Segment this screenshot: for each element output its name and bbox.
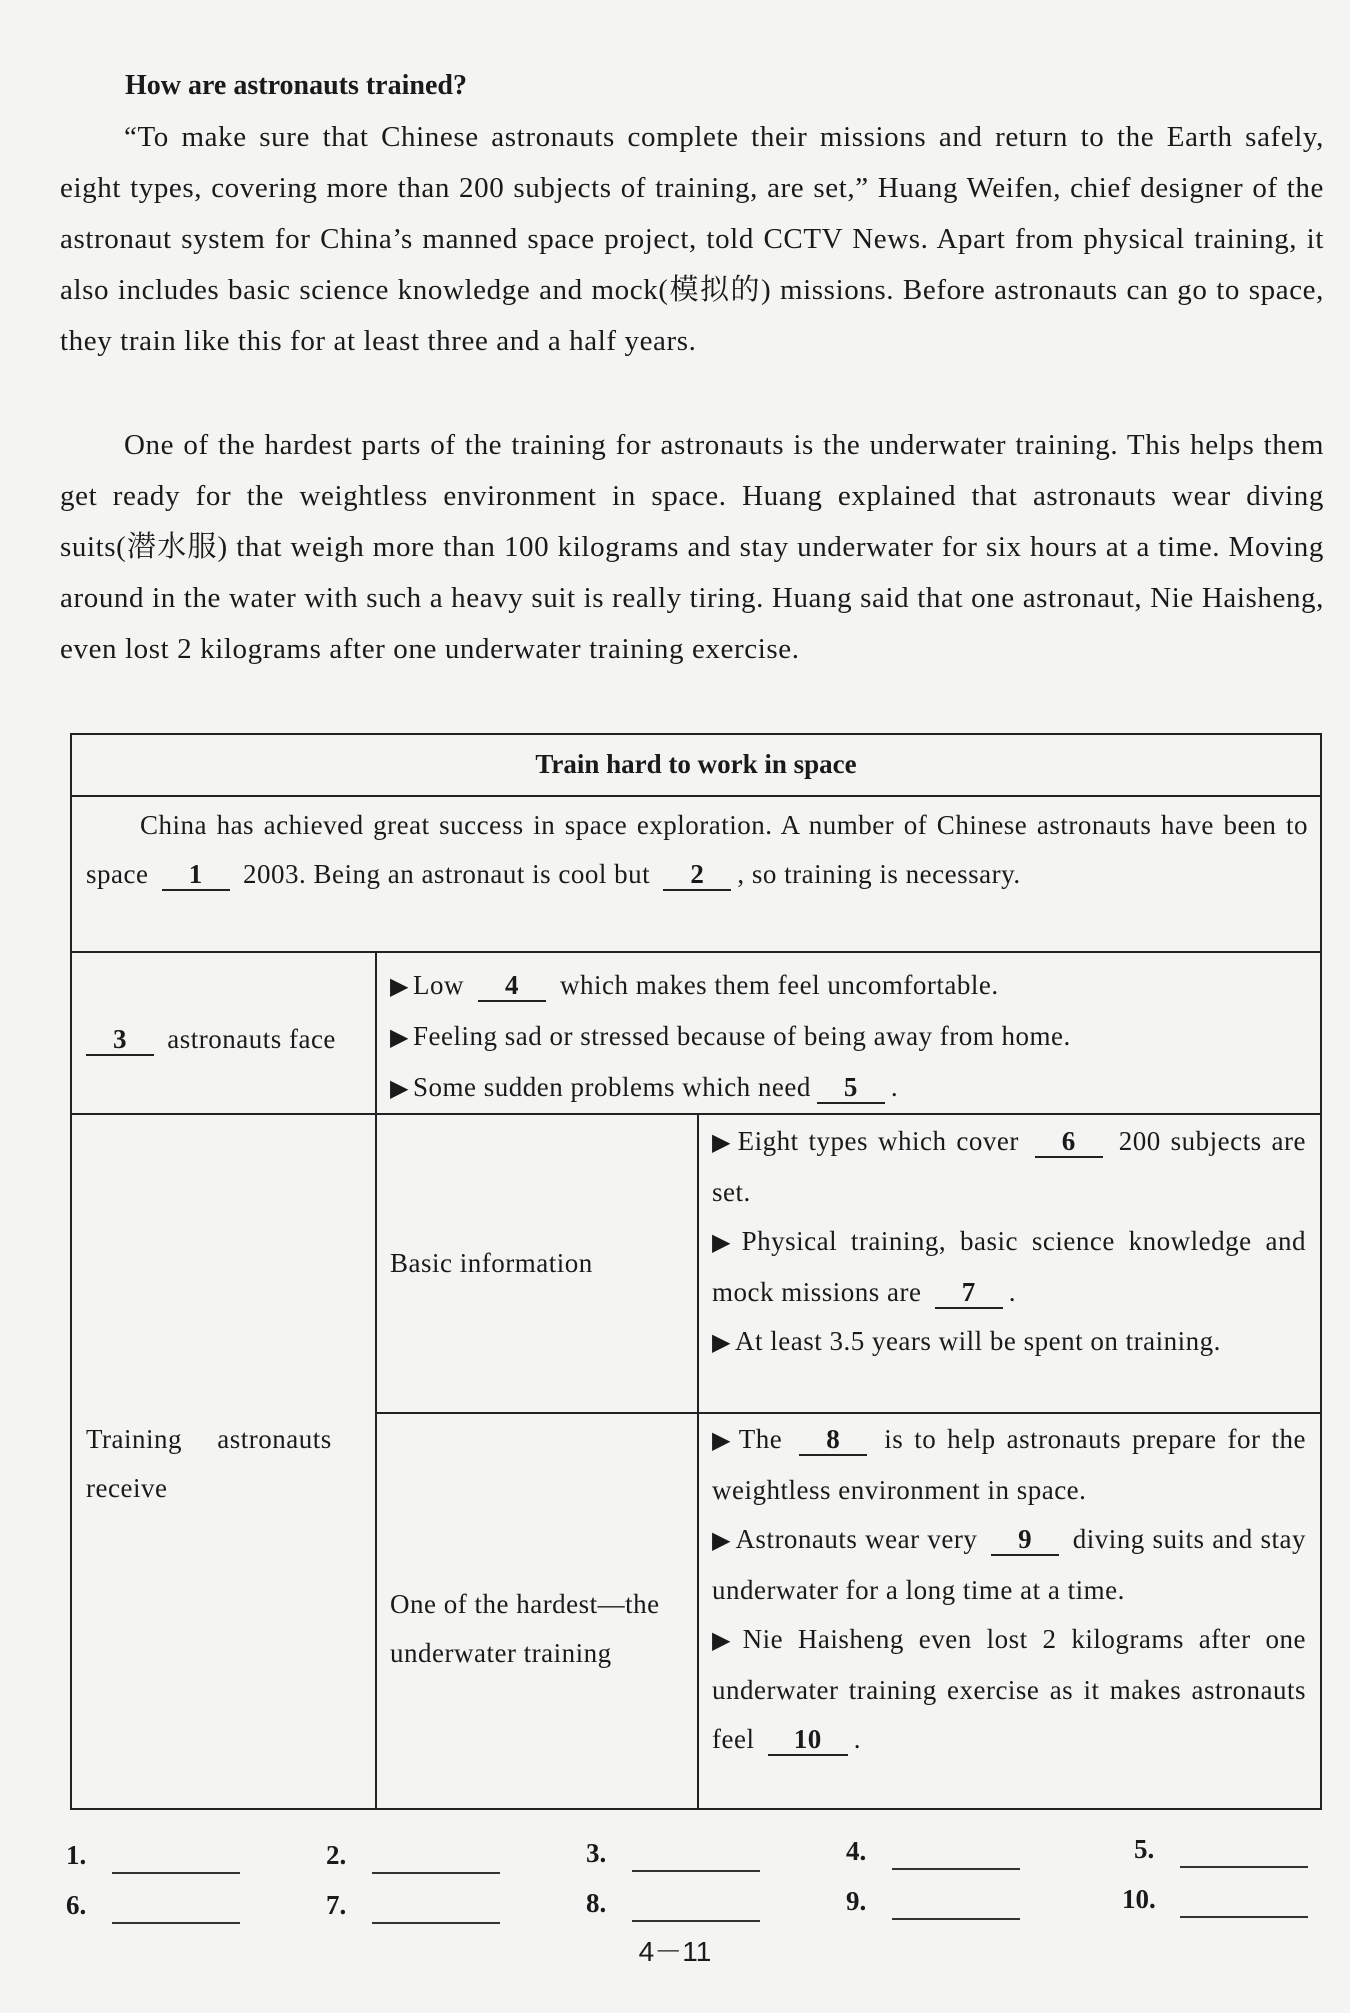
answer-label: 10. [1122,1884,1156,1914]
arrow-icon: ▶ [712,1130,734,1156]
answer-label: 4. [846,1836,867,1866]
answer-line-7[interactable] [372,1922,500,1924]
paragraph-1-text: “To make sure that Chinese astronauts complete their missions and return to the Earth safely, eight types, covering more than 200 subjects of training, are set,” Huang Weifen, chief designer of the astronaut system for China’s manned space project, told CCTV News. Apart from physical training, it also includes basic science knowledge and mock(模拟的) missions. Before astronauts can go to space, they train like this for at least three and a half years. [60,121,1324,357]
answer-line-4[interactable] [892,1868,1020,1870]
paragraph-2-text: One of the hardest parts of the training for astronauts is the underwater training. This helps them get ready for the weightless environment in space. Huang explained that astronauts wear diving suits(潜水服) that weigh more than 100 kilograms and stay underwater for six hours at a time. Moving around in the water with such a heavy suit is really tiring. Huang said that one astronaut, Nie Haisheng, even lost 2 kilograms after one underwater training exercise. [60,429,1324,665]
table-title: Train hard to work in space [535,749,857,779]
underwater-label: One of the hardest—the underwater training [390,1589,660,1668]
basic-info-item: ▶ Physical training, basic science knowledge and mock missions are 7 . [712,1226,1306,1307]
arrow-icon: ▶ [712,1628,739,1654]
basic-info-item: ▶ At least 3.5 years will be spent on training. [712,1326,1221,1356]
arrow-icon: ▶ [712,1230,738,1256]
underwater-item: ▶ The 8 is to help astronauts prepare for the weightless environment in space. [712,1424,1307,1505]
arrow-icon: ▶ [712,1330,731,1356]
summary-table [70,733,1322,1810]
basic-info-list [712,1117,1306,1368]
blank-6[interactable]: 6 [1035,1126,1103,1158]
arrow-icon: ▶ [712,1428,735,1454]
challenge-item: ▶ Some sudden problems which need 5 . [390,1072,899,1102]
answer-line-3[interactable] [632,1870,760,1872]
answer-label: 9. [846,1886,867,1916]
answer-line-2[interactable] [372,1872,500,1874]
paragraph-2 [60,420,1324,675]
answer-label: 1. [66,1840,87,1870]
basic-info-label: Basic information [390,1248,593,1278]
blank-4[interactable]: 4 [478,970,546,1002]
answer-line-1[interactable] [112,1872,240,1874]
answer-label: 2. [326,1840,347,1870]
challenges-label: 3 astronauts face [86,1015,366,1064]
answer-label: 5. [1134,1834,1155,1864]
answer-label: 6. [66,1890,87,1920]
basic-info-item: ▶ Eight types which cover 6 200 subjects are set. [712,1126,1307,1207]
arrow-icon: ▶ [390,1076,409,1102]
blank-3[interactable]: 3 [86,1024,154,1056]
answer-label: 8. [586,1888,607,1918]
blank-8[interactable]: 8 [799,1424,867,1456]
page-number: 4－11 [638,1936,712,1967]
challenge-item: ▶ Feeling sad or stressed because of being away from home. [390,1021,1071,1051]
table-intro: China has achieved great success in space exploration. A number of Chinese astronauts have been to space 1 2003. Being an astronaut is cool but 2 , so training is necessary. [86,810,1308,889]
answer-label: 7. [326,1890,347,1920]
arrow-icon: ▶ [712,1528,732,1554]
arrow-icon: ▶ [390,1025,409,1051]
blank-9[interactable]: 9 [991,1524,1059,1556]
arrow-icon: ▶ [390,974,409,1000]
underwater-item: ▶ Astronauts wear very 9 diving suits and stay underwater for a long time at a time. [712,1524,1306,1605]
blank-1[interactable]: 1 [162,859,230,891]
blank-7[interactable]: 7 [935,1277,1003,1309]
paragraph-1 [60,112,1324,367]
answer-line-5[interactable] [1180,1866,1308,1868]
answer-label: 3. [586,1838,607,1868]
section-heading: How are astronauts trained? [125,70,467,101]
answer-line-8[interactable] [632,1920,760,1922]
answer-line-6[interactable] [112,1922,240,1924]
blank-2[interactable]: 2 [663,859,731,891]
challenges-list [390,961,1308,1114]
training-label: Training astronauts receive [86,1424,332,1503]
underwater-list [712,1415,1306,1764]
underwater-item: ▶ Nie Haisheng even lost 2 kilograms after one underwater training exercise as it makes astronauts feel 10 . [712,1624,1306,1754]
blank-5[interactable]: 5 [817,1072,885,1104]
answer-line-10[interactable] [1180,1916,1308,1918]
answer-line-9[interactable] [892,1918,1020,1920]
blank-10[interactable]: 10 [768,1724,848,1756]
challenge-item: ▶ Low 4 which makes them feel uncomfortable. [390,970,999,1000]
